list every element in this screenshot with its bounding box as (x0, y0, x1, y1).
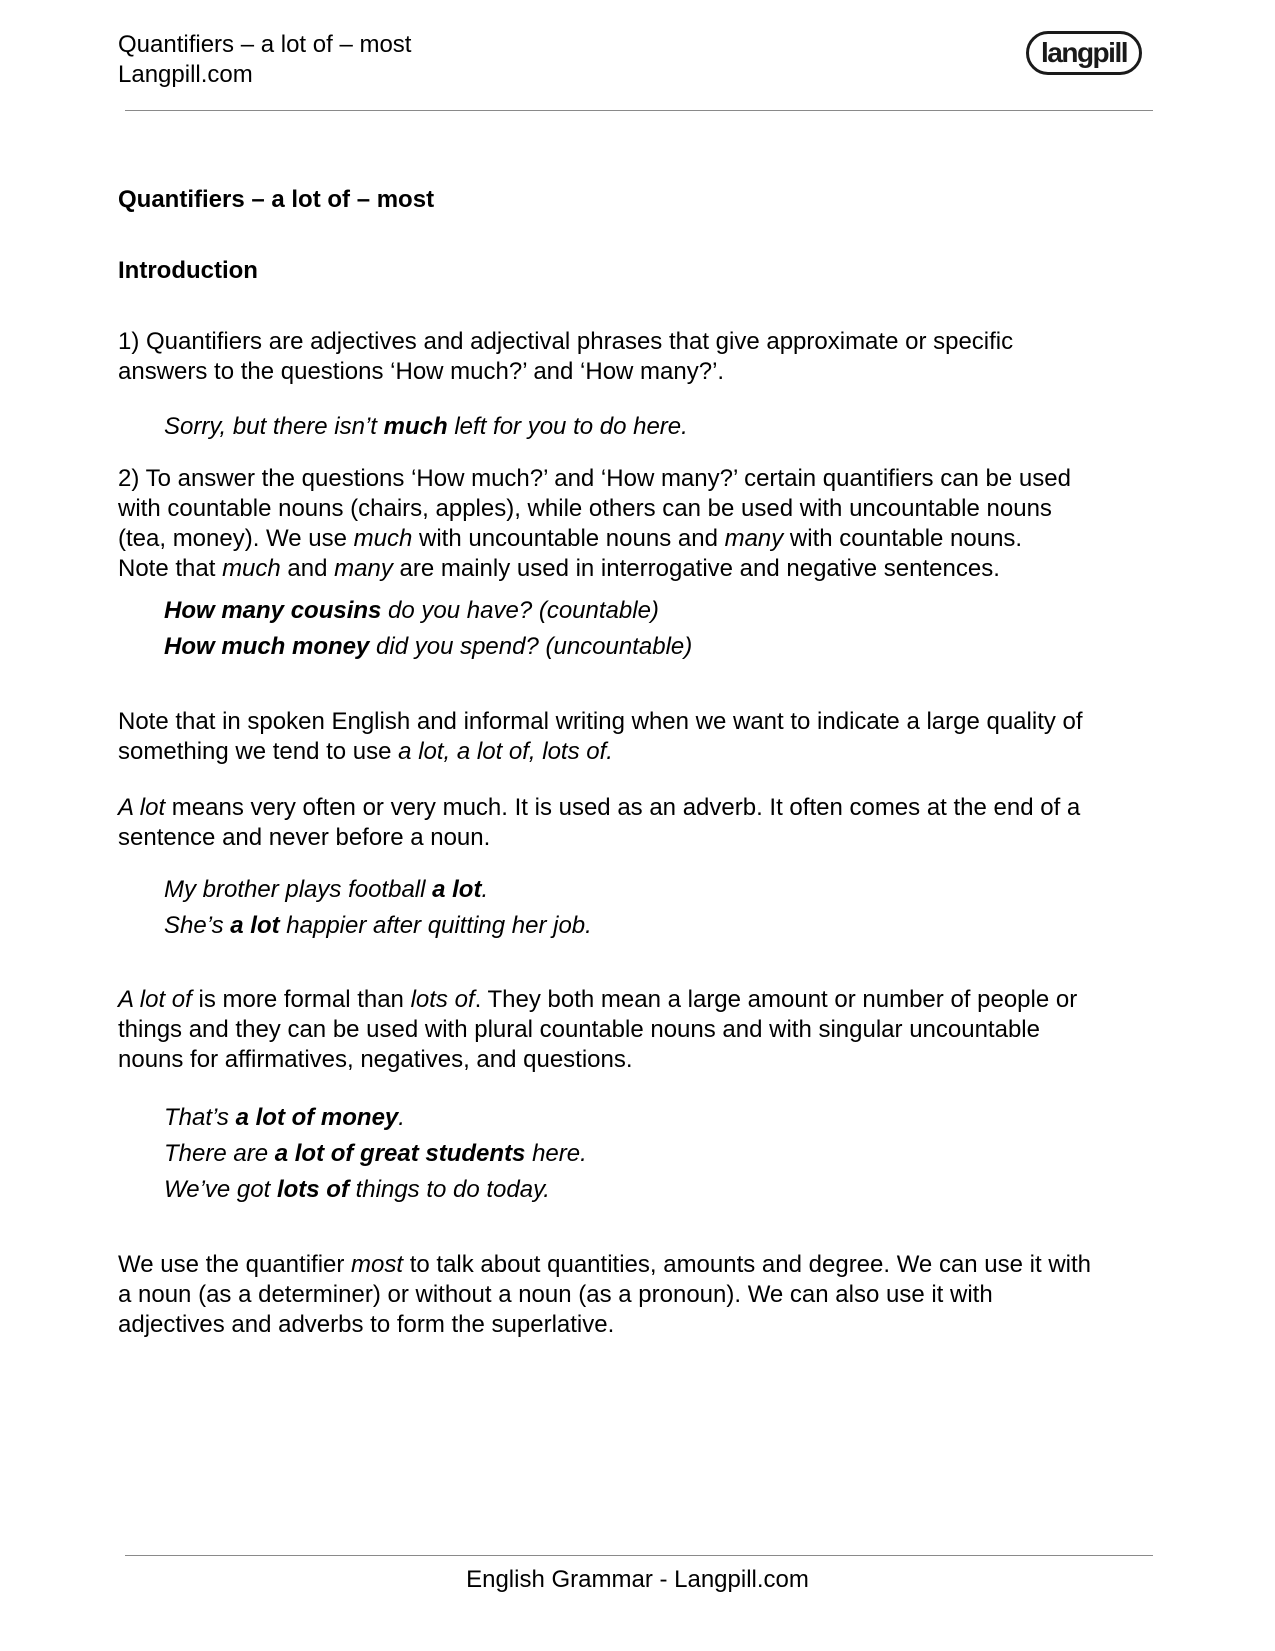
paragraph-2-line-4: Note that much and many are mainly used in interrogative and negative sentences. (118, 555, 1000, 582)
paragraph-6-line-2: a noun (as a determiner) or without a noun (as a pronoun). We can also use it with (118, 1281, 993, 1308)
paragraph-1-line-2: answers to the questions ‘How much?’ and ‘How many?’. (118, 358, 725, 385)
example-line: There are a lot of great students here. (164, 1140, 587, 1167)
example-line: My brother plays football a lot. (164, 876, 489, 903)
paragraph-5 (118, 985, 1158, 1075)
paragraph-5-line-3: nouns for affirmatives, negatives, and questions. (118, 1046, 633, 1073)
example-line: She’s a lot happier after quitting her job. (164, 912, 592, 939)
example-line: How many cousins do you have? (countable) (164, 597, 659, 624)
paragraph-5-line-1: A lot of is more formal than lots of. They both mean a large amount or number of people or (118, 986, 1078, 1013)
example-line: That’s a lot of money. (164, 1104, 405, 1131)
footer-divider (125, 1555, 1153, 1556)
paragraph-6-line-3: adjectives and adverbs to form the superlative. (118, 1311, 615, 1338)
example-line: How much money did you spend? (uncountable) (164, 633, 693, 660)
paragraph-6-line-1: We use the quantifier most to talk about quantities, amounts and degree. We can use it with (118, 1251, 1092, 1278)
example-line: We’ve got lots of things to do today. (164, 1176, 550, 1203)
header-site: Langpill.com (118, 61, 253, 88)
paragraph-3-line-2: something we tend to use a lot, a lot of, lots of. (118, 738, 613, 765)
header-divider (125, 110, 1153, 111)
document-heading: Quantifiers – a lot of – most (118, 186, 435, 213)
paragraph-2 (118, 464, 1158, 584)
paragraph-2-line-1: 2) To answer the questions ‘How much?’ and ‘How many?’ certain quantifiers can be used (118, 465, 1071, 492)
paragraph-4 (118, 793, 1158, 853)
paragraph-4-line-2: sentence and never before a noun. (118, 824, 491, 851)
example-4 (164, 1100, 587, 1208)
paragraph-1-line-1: 1) Quantifiers are adjectives and adjectival phrases that give approximate or specific (118, 328, 1014, 355)
paragraph-1 (118, 327, 1158, 387)
langpill-logo: langpill (1026, 31, 1142, 75)
paragraph-3-line-1: Note that in spoken English and informal writing when we want to indicate a large quality of (118, 708, 1083, 735)
paragraph-4-line-1: A lot means very often or very much. It is used as an adverb. It often comes at the end of a (118, 794, 1081, 821)
footer-text: English Grammar - Langpill.com (466, 1566, 809, 1593)
paragraph-6 (118, 1250, 1158, 1340)
example-line: Sorry, but there isn’t much left for you to do here. (164, 413, 688, 440)
section-heading-introduction: Introduction (118, 257, 258, 284)
header-title: Quantifiers – a lot of – most (118, 31, 412, 58)
paragraph-5-line-2: things and they can be used with plural countable nouns and with singular uncountable (118, 1016, 1040, 1043)
paragraph-2-line-2: with countable nouns (chairs, apples), while others can be used with uncountable nouns (118, 495, 1052, 522)
paragraph-2-line-3: (tea, money). We use much with uncountable nouns and many with countable nouns. (118, 525, 1023, 552)
example-2 (164, 593, 692, 665)
example-3 (164, 872, 592, 944)
paragraph-3 (118, 707, 1158, 767)
example-1 (164, 409, 688, 445)
